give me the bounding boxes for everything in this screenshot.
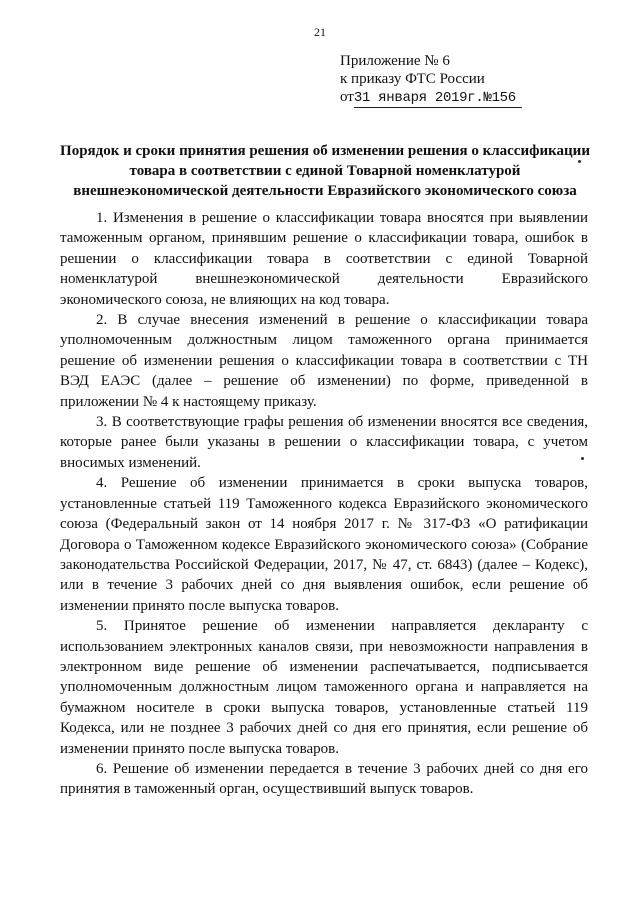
paragraph-4: 4. Решение об изменении принимается в сроки выпуска товаров, установленные статьей 119 Таможенного кодекса Евразийского экономического союза (Федеральный закон от 14 ноября 2017 г. № 317-ФЗ «О ратификации Договора о Таможенном кодексе Евразийского экономического союза» (Собрание законодательства Российской Федерации, 2017, № 47, ст. 6843) (далее – Кодекс), или в течение 3 рабочих дней со дня выявления ошибок, если решение об изменении принято после выпуска товаров.: [60, 475, 588, 614]
paragraph-5: 5. Принятое решение об изменении направляется декларанту с использованием электронных каналов связи, при невозможности направления в электронном виде решение об изменении распечатывается, подписывается уполномоченным должностным лицом таможенного органа и направляется на бумажном носителе в сроки выпуска товаров, установленные статьей 119 Кодекса, или не позднее 3 рабочих дней со дня его принятия, если решение об изменении принято после выпуска товаров.: [60, 618, 588, 757]
paragraph-1: 1. Изменения в решение о классификации товара вносятся при выявлении таможенным органом, принявшим решение о классификации товара, ошибок в решении о классификации товара в соответствии с единой Товарной номенклатурой внешнеэкономической деятельности Евразийского экономического союза, не влияющих на код товара.: [60, 210, 588, 308]
paragraph-3: 3. В соответствующие графы решения об изменении вносятся все сведения, которые ранее были указаны в решении о классификации товара, с учетом вносимых изменений.: [60, 414, 588, 471]
appendix-order-reference: к приказу ФТС России: [340, 71, 485, 87]
title-line-2: товара в соответствии с единой Товарной номенклатурой: [129, 163, 521, 179]
title-line-3: внешнеэкономической деятельности Евразийского экономического союза: [73, 183, 577, 199]
order-date-number: [340, 88, 610, 108]
appendix-header: [340, 52, 610, 108]
page-number: 21: [314, 25, 326, 39]
paragraph-6: 6. Решение об изменении передается в течение 3 рабочих дней со дня его принятия в таможенный орган, осуществивший выпуск товаров.: [60, 760, 588, 798]
paragraph-2: 2. В случае внесения изменений в решение о классификации товара уполномоченным должностным лицом таможенного органа принимается решение об изменении решения о классификации товара в соответствии с ТН ВЭД ЕАЭС (далее – решение об изменении) по форме, приведенной в приложении № 4 к настоящему приказу.: [60, 312, 588, 410]
order-prefix: от: [340, 89, 354, 105]
document-title: [60, 141, 590, 201]
scan-speck: [581, 457, 584, 460]
scan-speck: [578, 160, 581, 163]
document-body: [60, 208, 588, 800]
title-line-1: Порядок и сроки принятия решения об изменении решения о классификации: [60, 143, 590, 159]
order-date-field: 31 января 2019г.№156: [354, 89, 522, 108]
appendix-number: Приложение № 6: [340, 53, 450, 69]
